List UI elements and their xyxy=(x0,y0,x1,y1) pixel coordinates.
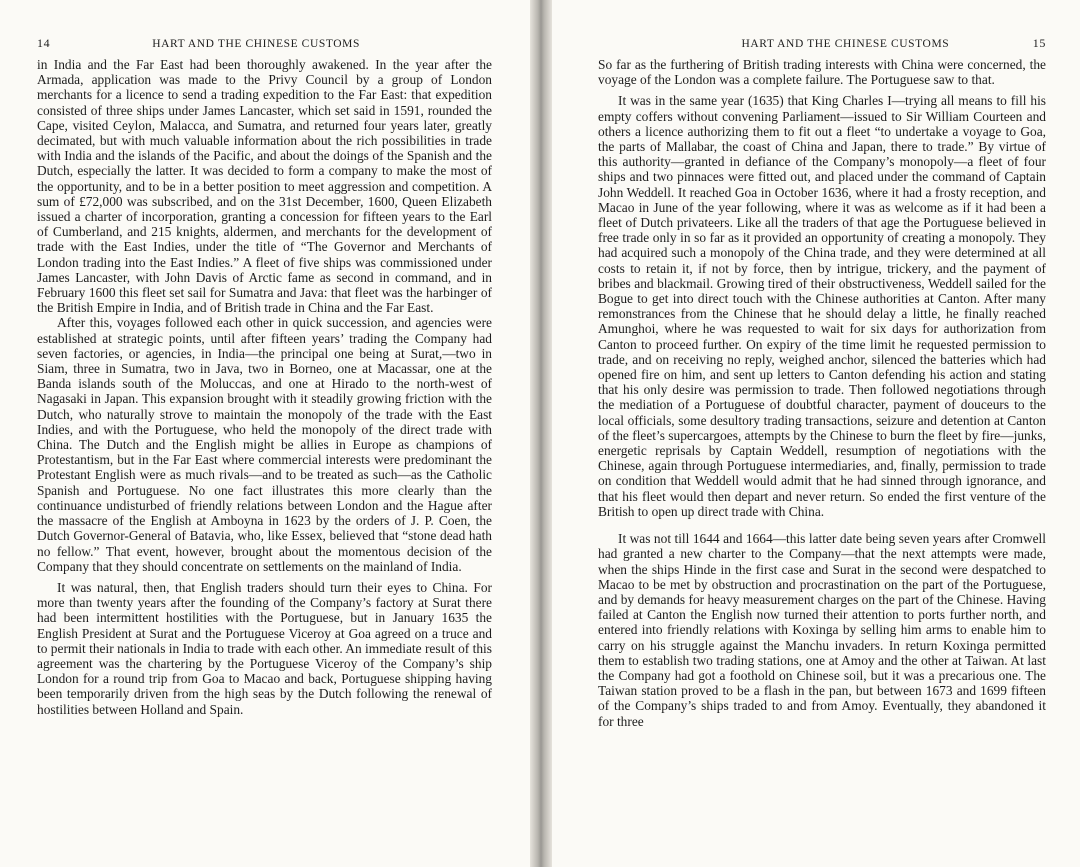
page-number: 14 xyxy=(37,36,51,50)
paragraph: It was not till 1644 and 1664—this latter date being seven years after Cromwell had granted a new charter to the Company—that the next attempts were made, when the ships Hinde in the first case and Surat in the second were despatched to Macao to be met by obstruction and procrastination on the part of the Portuguese, and by demands for heavy measurement charges on the part of the Chinese. Having failed at Canton the English now turned their attention to ports further north, and entered into friendly relations with Koxinga by selling him arms to enable him to carry on his struggle against the Manchu invaders. In return Koxinga permitted them to establish two trading stations, one at Amoy and the other at Taiwan. At last the Company had got a foothold on Chinese soil, but it was a precarious one. The Taiwan station proved to be a flash in the pan, but between 1673 and 1699 fifteen of the Company’s ships traded to and from Amoy. Eventually, they abandoned it for three xyxy=(598,531,1046,729)
left-page xyxy=(0,0,530,867)
running-head-title: HART AND THE CHINESE CUSTOMS xyxy=(741,38,950,50)
running-head-right xyxy=(598,36,1046,51)
page-number: 15 xyxy=(1032,36,1046,50)
paragraph: It was in the same year (1635) that King Charles I—trying all means to fill his empty coffers without convening Parliament—issued to Sir William Courteen and others a licence authorizing them to fit out a fleet “to undertake a voyage to Goa, the parts of Mallabar, the coast of China and Japan, there to trade.” By virtue of this authority—granted in defiance of the Company’s monopoly—a fleet of four ships and two pinnaces were fitted out, and placed under the command of Captain John Weddell. It reached Goa in October 1636, where it had a frosty reception, and Macao in June of the year following, where it was as welcome as if it had been a fleet of Dutch privateers. Like all the traders of that age the Portuguese believed in free trade only in so far as it provided an opportunity of creating a monopoly. They had acquired such a monopoly of the China trade, and they were determined at all costs to retain it, if not by force, then by intrigue, trickery, and the payment of bribes and blackmail. Growing tired of their obstructiveness, Weddell sailed for the Bogue to get into direct touch with the Chinese authorities at Canton. After many remonstrances from the Chinese that he should delay a little, he finally reached Amunghoi, where he was requested to wait for six days for authorization from Canton to proceed further. On expiry of the time limit he requested permission to trade, and on receiving no reply, weighed anchor, silenced the batteries which had opened fire on him, and sent up letters to Canton defending his action and stating that his only desire was permission to trade. Then followed negotiations through the mediation of a Portuguese of doubtful character, payment of douceurs to the local officials, some desultory trading transactions, seizure and detention at Canton of the fleet’s supercargoes, attempts by the Chinese to burn the fleet by fire—junks, energetic reprisals by Captain Weddell, resumption of negotiations with the Chinese, again through Portuguese intermediaries, and, finally, permission to trade on condition that Weddell would admit that he had sinned through ignorance, and that his fleet would then depart and never return. So ended the first venture of the British to open up direct trade with China. xyxy=(598,93,1046,519)
running-head-title: HART AND THE CHINESE CUSTOMS xyxy=(152,38,360,50)
paragraph: in India and the Far East had been thoroughly awakened. In the year after the Armada, application was made to the Privy Council by a group of London merchants for a licence to send a trading expedition to the Far East: that expedition consisted of three ships under James Lancaster, which set said in 1591, rounded the Cape, visited Ceylon, Malacca, and Sumatra, and returned four years later, greatly decimated, but with much valuable information about the rich possibilities in trade with India and the islands of the Pacific, and about the doings of the Spanish and the Dutch, especially the latter. It was decided to form a company to make the most of the opportunity, and to be in a better position to meet aggression and competition. A sum of £72,000 was subscribed, and on the 31st December, 1600, Queen Elizabeth issued a charter of incorporation, granting a concession for fifteen years to the Earl of Cumberland, and 215 knights, aldermen, and merchants for the development of trade with the East Indies, under the title of “The Governor and Merchants of London trading into the East Indies.” A fleet of five ships was commissioned under James Lancaster, with John Davis of Arctic fame as second in command, and in February 1600 this fleet set sail for Sumatra and Java: that fleet was the harbinger of the British Empire in India, and of British trade in China and the Far East. xyxy=(37,57,492,316)
paragraph: It was natural, then, that English traders should turn their eyes to China. For more than twenty years after the founding of the Company’s factory at Surat there had been intermittent hostilities with the Portuguese, but in January 1635 the English President at Surat and the Portuguese Viceroy at Goa agreed on a truce and to permit their nationals in India to trade with each other. An immediate result of this agreement was the chartering by the Portuguese Viceroy of the Company’s ship London for a round trip from Goa to Macao and back, Portuguese shipping having been temporarily driven from the high seas by the Dutch following the renewal of hostilities between Holland and Spain. xyxy=(37,579,492,717)
body-text-right xyxy=(598,57,1046,729)
book-gutter xyxy=(530,0,552,867)
right-page xyxy=(552,0,1080,867)
paragraph: So far as the furthering of British trading interests with China were concerned, the voyage of the London was a complete failure. The Portuguese saw to that. xyxy=(598,57,1046,88)
running-head-left xyxy=(37,36,492,51)
paragraph: After this, voyages followed each other in quick succession, and agencies were established at strategic points, until after fifteen years’ trading the Company had seven factories, or agencies, in India—the principal one being at Surat,—two in Siam, three in Sumatra, two in Java, two in Borneo, one at Macassar, one at the Banda islands south of the Moluccas, and one at Hirado to the north-west of Nagasaki in Japan. This expansion brought with it steadily growing friction with the Dutch, who naturally strove to maintain the monopoly of the trade with the East Indies, and with the Portuguese, who held the monopoly of the direct trade with China. The Dutch and the English might be allies in Europe as champions of Protestantism, but in the Far East where commercial interests were predominant the Protestant English were as much rivals—and to be treated as such—as the Catholic Spanish and Portuguese. No one fact illustrates this more clearly than the continuance undisturbed of friendly relations between London and the Hague after the massacre of the English at Amboyna in 1623 by the orders of J. P. Coen, the Dutch Governor-General of Batavia, who, like Essex, believed that “stone dead hath no fellow.” That event, however, brought about the momentous decision of the Company that they should concentrate on settlements on the mainland of India. xyxy=(37,315,492,574)
body-text-left xyxy=(37,57,492,717)
